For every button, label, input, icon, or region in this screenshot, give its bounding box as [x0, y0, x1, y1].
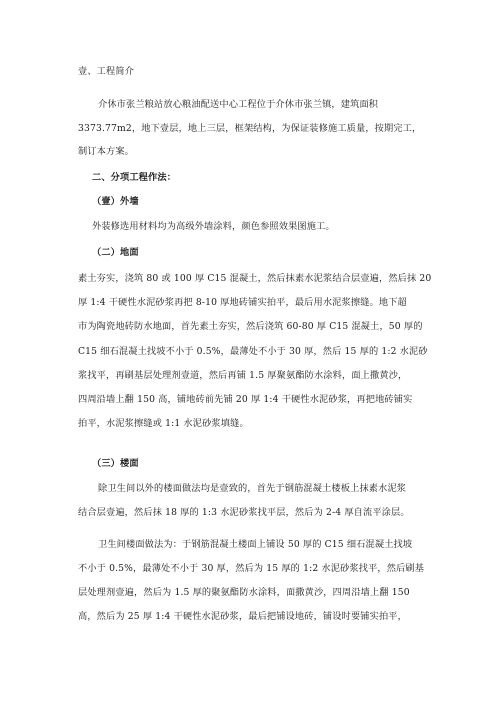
- sub3-line-3: 卫生间楼面做法为：于钢筋混凝土楼面上铺设 50 厚的 C15 细石混凝土找坡: [98, 539, 413, 550]
- sub2-line-4: C15 细石混凝土找坡不小于 0.5%，最薄处不小于 30 厚，然后 15 厚的 1:2 水泥砂: [78, 346, 428, 357]
- sub3-title: （三）楼面: [92, 458, 139, 469]
- intro-line-2: 3373.77m2，地下壹层，地上三层，框架结构，为保证装修施工质量，按期完工，: [78, 123, 422, 134]
- intro-line-1: 介休市张兰粮站放心粮油配送中心工程位于介休市张兰镇，建筑面积: [98, 99, 379, 110]
- sub2-line-5: 浆找平，再刷基层处理剂壹道，然后再铺 1.5 厚聚氨酯防水涂料，面上撒黄沙，: [78, 370, 408, 381]
- sub2-line-6: 四周沿墙上翻 150 高，铺地砖前先铺 20 厚 1:4 干硬性水泥砂浆，再把地砖铺实: [78, 394, 413, 405]
- sub1-title: （壹）外墙: [92, 196, 139, 207]
- sub2-line-1: 素土夯实，浇筑 80 或 100 厚 C15 混凝土，然后抹素水泥浆结合层壹遍，然后抹 20: [78, 273, 432, 284]
- sub3-line-4: 不小于 0.5%，最薄处不小于 30 厚，然后为 15 厚的 1:2 水泥砂浆找平，然后刷基: [78, 563, 425, 574]
- sub2-line-3: 市为陶瓷地砖防水地面，首先素土夯实，然后浇筑 60-80 厚 C15 混凝土，50 厚的: [78, 321, 423, 332]
- section-methods-title: 二、分项工程作法：: [92, 172, 177, 183]
- sub3-line-1: 除卫生间以外的楼面做法均是壹致的，首先于钢筋混凝土楼板上抹素水泥浆: [98, 483, 407, 494]
- sub3-line-5: 层处理剂壹遍，然后为 1.5 厚的聚氨酯防水涂料，面撒黄沙，四周沿墙上翻 150: [78, 587, 410, 598]
- sub1-line-1: 外装修选用材料均为高级外墙涂料，颜色参照效果图施工。: [92, 221, 335, 232]
- sub2-line-7: 拍平，水泥浆擦缝或 1:1 水泥砂浆填缝。: [78, 418, 249, 429]
- sub3-line-2: 结合层壹遍，然后抹 18 厚的 1:3 水泥砂浆找平层，然后为 2-4 厚自流平涂层。: [78, 507, 410, 518]
- intro-line-3: 制订本方案。: [78, 146, 135, 157]
- sub3-line-6: 高，然后为 25 厚 1:4 干硬性水泥砂浆，最后把铺设地砖，铺设时要铺实拍平，: [78, 611, 407, 622]
- sub2-line-2: 厚 1:4 干硬性水泥砂浆再把 8-10 厚地砖铺实拍平，最后用水泥浆擦缝。地下超: [78, 297, 407, 308]
- sub2-title: （二）地面: [92, 247, 139, 258]
- section-intro-title: 壹、工程简介: [78, 66, 135, 77]
